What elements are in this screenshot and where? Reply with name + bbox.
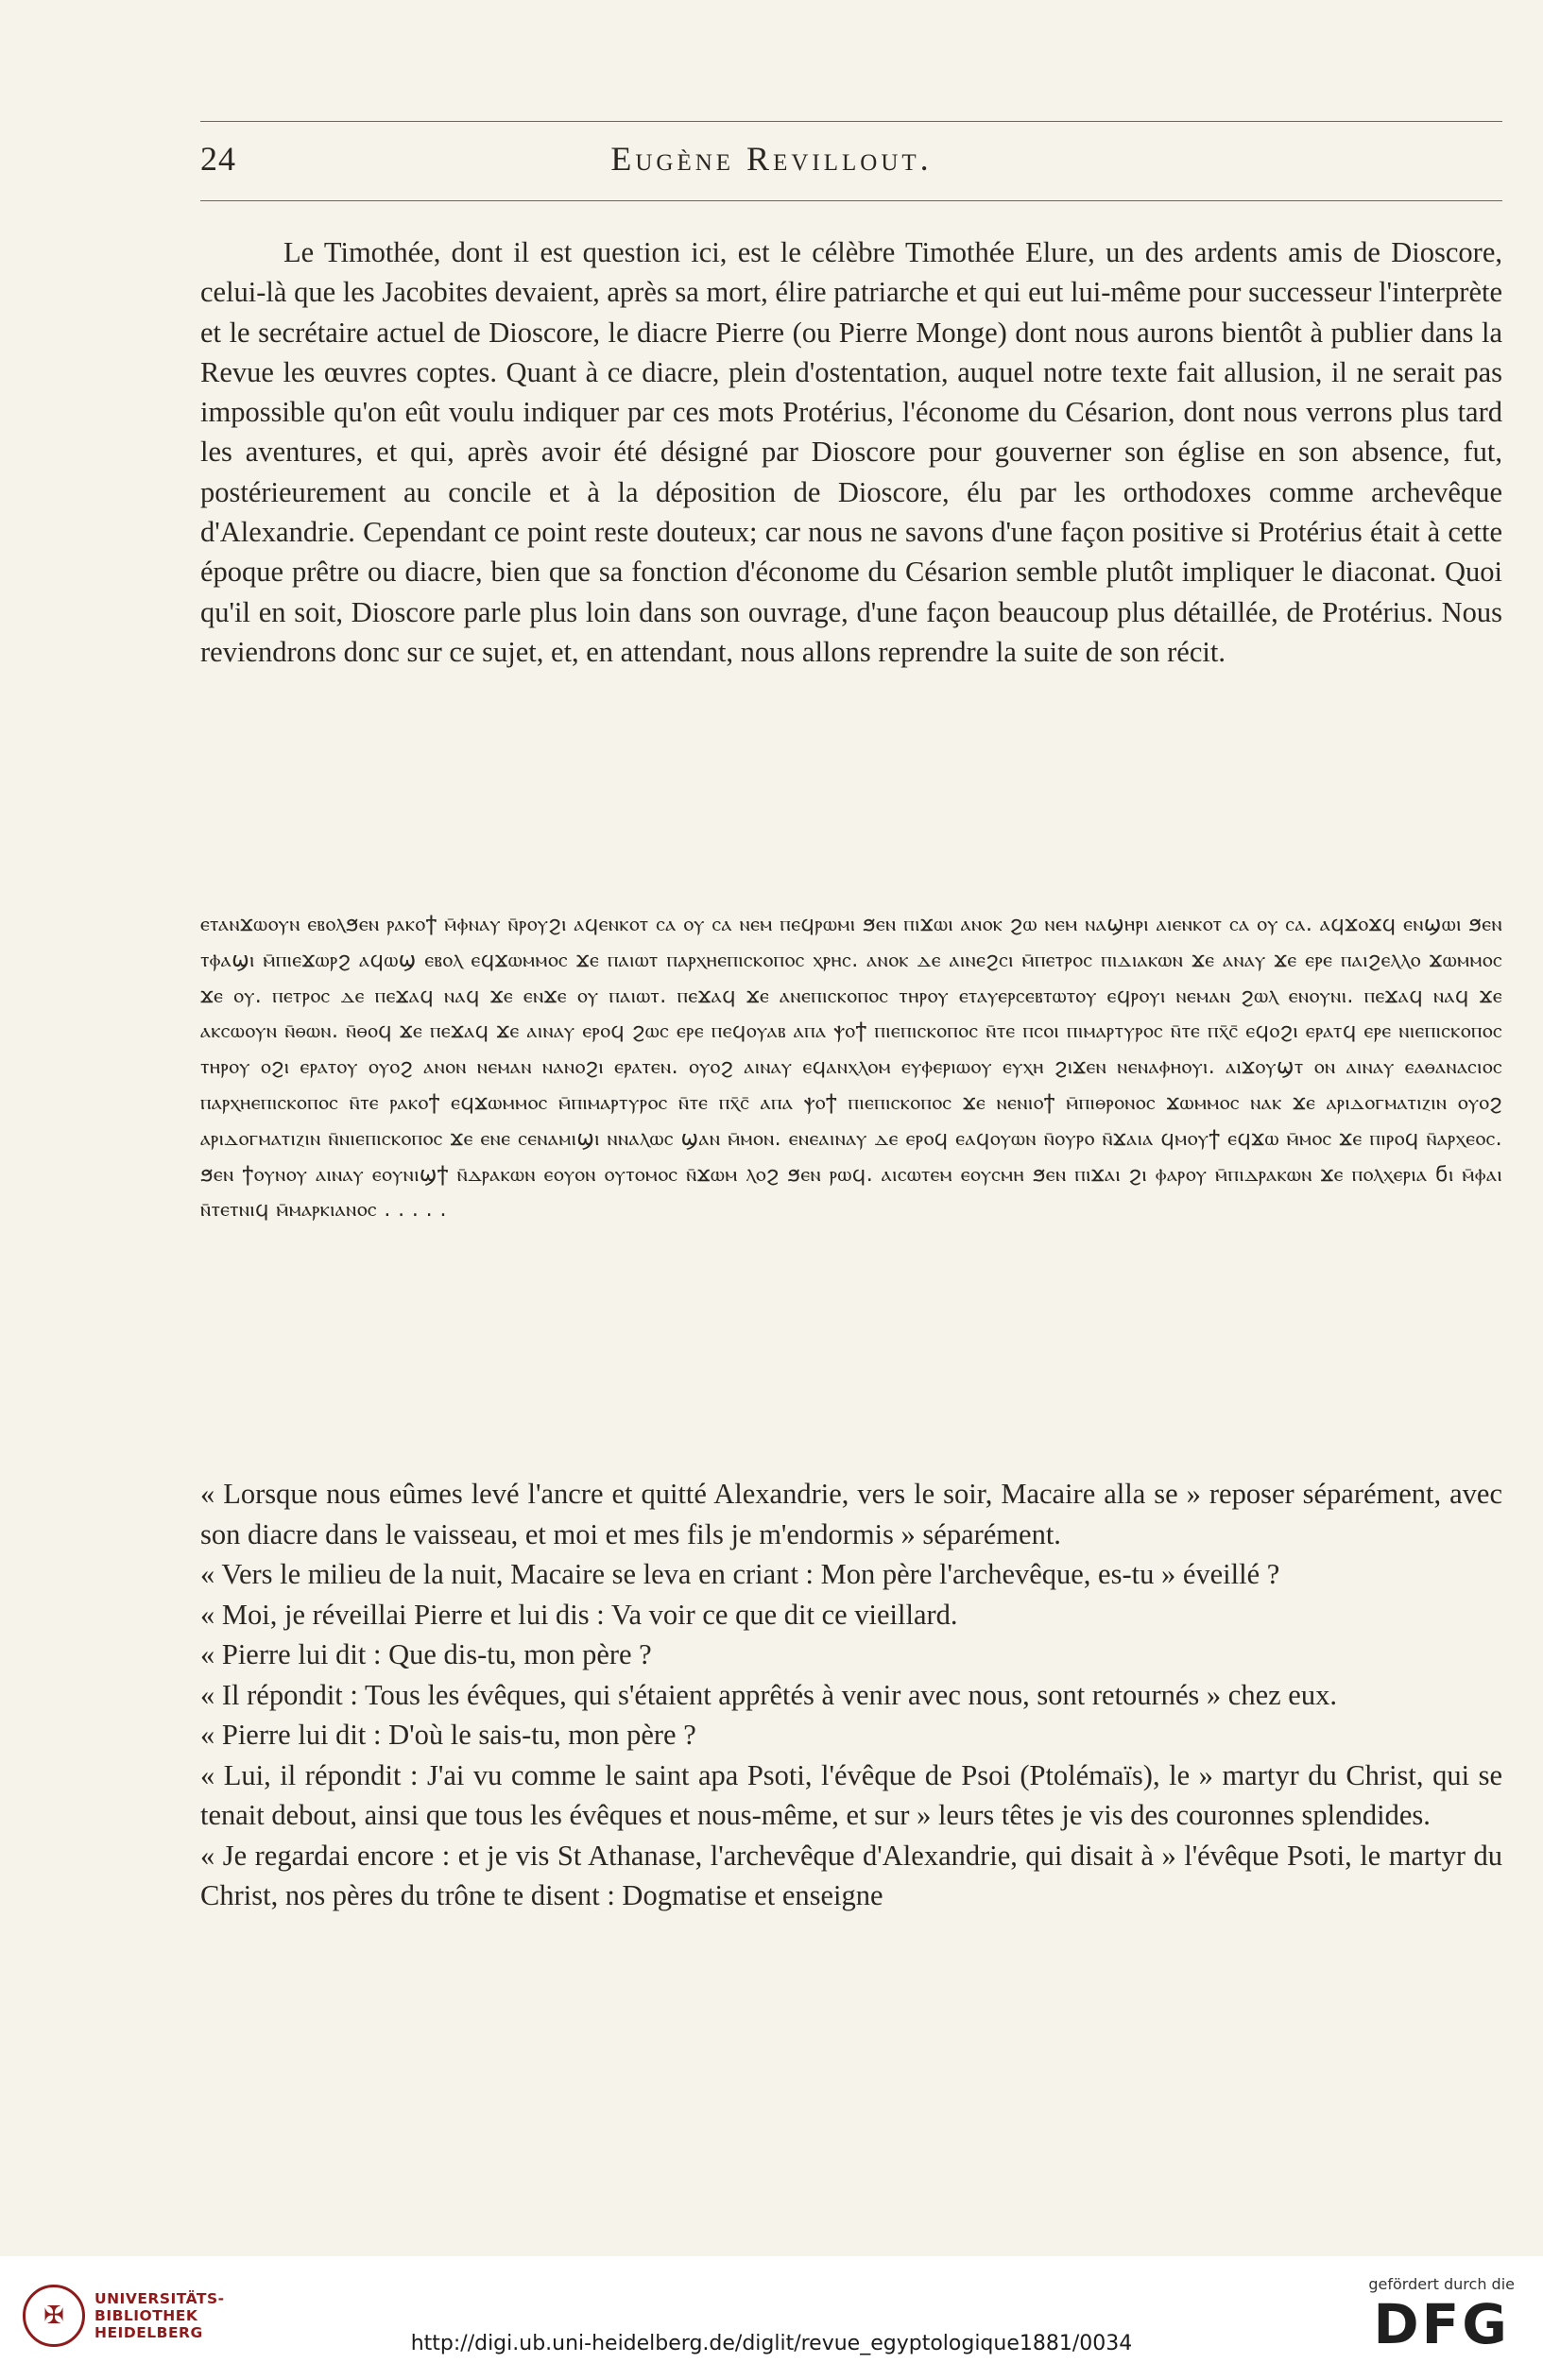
quote-paragraph: « Je regardai encore : et je vis St Athanase, l'archevêque d'Alexandrie, qui disait à » l'évêque Psoti, le martyr du Christ, nos pères du trône te disent : Dogmatise et enseigne	[200, 1839, 1502, 1911]
permalink-url[interactable]: http://digi.ub.uni-heidelberg.de/diglit/revue_egyptologique1881/0034	[410, 2332, 1133, 2355]
page-number: 24	[200, 140, 236, 178]
top-rule	[200, 121, 1502, 122]
viewer-footer	[0, 2256, 1543, 2380]
quote-paragraph: « Il répondit : Tous les évêques, qui s'étaient apprêtés à venir avec nous, sont retournés » chez eux.	[200, 1678, 1337, 1711]
university-seal-icon: ✠	[23, 2285, 85, 2347]
quote-paragraph: « Moi, je réveillai Pierre et lui dis : Va voir ce que dit ce vieillard.	[200, 1598, 958, 1631]
quote-paragraph: « Lorsque nous eûmes levé l'ancre et quitté Alexandrie, vers le soir, Macaire alla se » reposer séparément, avec son diacre dans le vaisseau, et moi et mes fils je m'endormis » séparément.	[200, 1478, 1502, 1550]
quote-paragraph: « Lui, il répondit : J'ai vu comme le saint apa Psoti, l'évêque de Psoi (Ptolémaïs), le » martyr du Christ, qui se tenait debout, ainsi que tous les évêques et nous-même, et sur » leurs têtes je vis des couronnes splendides.	[200, 1758, 1502, 1831]
commentary-paragraph	[200, 232, 1502, 672]
quote-paragraph: « Vers le milieu de la nuit, Macaire se leva en criant : Mon père l'archevêque, es-tu » éveillé ?	[200, 1558, 1280, 1590]
quote-paragraph: « Pierre lui dit : Que dis-tu, mon père ?	[200, 1638, 652, 1670]
funding-note: gefördert durch die	[1368, 2275, 1515, 2293]
dfg-logo: DFG	[1373, 2292, 1510, 2356]
quote-paragraph: « Pierre lui dit : D'où le sais-tu, mon père ?	[200, 1719, 696, 1751]
coptic-passage: ⲉⲧⲁⲛϫⲱⲟⲩⲛ ⲉⲃⲟⲗϧⲉⲛ ⲣⲁⲕⲟϯ ⲙ̄ⲫⲛⲁⲩ ⲛ̄ⲣⲟⲩϩⲓ ⲁϥⲉⲛⲕⲟⲧ ⲥⲁ ⲟⲩ ⲥⲁ ⲛⲉⲙ ⲡⲉϥⲣⲱⲙⲓ ϧⲉⲛ ⲡⲓϫⲱⲓ ⲁⲛⲟⲕ ϩⲱ ⲛⲉⲙ ⲛⲁϣⲏⲣⲓ ⲁⲓⲉⲛⲕⲟⲧ ⲥⲁ ⲟⲩ ⲥⲁ. ⲁϥϫⲟϫϥ ⲉⲛϣⲱⲓ ϧⲉⲛ ⲧⲫⲁϣⲓ ⲙ̄ⲡⲓⲉϫⲱⲣϩ ⲁϥⲱϣ ⲉⲃⲟⲗ ⲉϥϫⲱⲙⲙⲟⲥ ϫⲉ ⲡⲁⲓⲱⲧ ⲡⲁⲣⲭⲏⲉⲡⲓⲥⲕⲟⲡⲟⲥ ⲭⲣⲏⲥ. ⲁⲛⲟⲕ ⲇⲉ ⲁⲓⲛⲉϩⲥⲓ ⲙ̄ⲡⲉⲧⲣⲟⲥ ⲡⲓⲇⲓⲁⲕⲱⲛ ϫⲉ ⲁⲛⲁⲩ ϫⲉ ⲉⲣⲉ ⲡⲁⲓϩⲉⲗⲗⲟ ϫⲱⲙⲙⲟⲥ ϫⲉ ⲟⲩ. ⲡⲉⲧⲣⲟⲥ ⲇⲉ ⲡⲉϫⲁϥ ⲛⲁϥ ϫⲉ ⲉⲛϫⲉ ⲟⲩ ⲡⲁⲓⲱⲧ. ⲡⲉϫⲁϥ ϫⲉ ⲁⲛⲉⲡⲓⲥⲕⲟⲡⲟⲥ ⲧⲏⲣⲟⲩ ⲉⲧⲁⲩⲉⲣⲥⲉⲃⲧⲱⲧⲟⲩ ⲉϥⲣⲟⲩⲓ ⲛⲉⲙⲁⲛ ϩⲱⲗ ⲉⲛⲟⲩⲛⲓ. ⲡⲉϫⲁϥ ⲛⲁϥ ϫⲉ ⲁⲕⲥⲱⲟⲩⲛ ⲛ̄ⲑⲱⲛ. ⲛ̄ⲑⲟϥ ϫⲉ ⲡⲉϫⲁϥ ϫⲉ ⲁⲓⲛⲁⲩ ⲉⲣⲟϥ ϩⲱⲥ ⲉⲣⲉ ⲡⲉϥⲟⲩⲁⲃ ⲁⲡⲁ ⲯⲟϯ ⲡⲓⲉⲡⲓⲥⲕⲟⲡⲟⲥ ⲛ̄ⲧⲉ ⲡⲥⲟⲓ ⲡⲓⲙⲁⲣⲧⲩⲣⲟⲥ ⲛ̄ⲧⲉ ⲡⲭ̄ⲥ̄ ⲉϥⲟϩⲓ ⲉⲣⲁⲧϥ ⲉⲣⲉ ⲛⲓⲉⲡⲓⲥⲕⲟⲡⲟⲥ ⲧⲏⲣⲟⲩ ⲟϩⲓ ⲉⲣⲁⲧⲟⲩ ⲟⲩⲟϩ ⲁⲛⲟⲛ ⲛⲉⲙⲁⲛ ⲛⲁⲛⲟϩⲓ ⲉⲣⲁⲧⲉⲛ. ⲟⲩⲟϩ ⲁⲓⲛⲁⲩ ⲉϥⲁⲛⲭⲗⲟⲙ ⲉⲩⲫⲉⲣⲓⲱⲟⲩ ⲉⲩⲭⲏ ϩⲓϫⲉⲛ ⲛⲉⲛⲁⲫⲏⲟⲩⲓ. ⲁⲓϫⲟⲩϣⲧ ⲟⲛ ⲁⲓⲛⲁⲩ ⲉⲁⲑⲁⲛⲁⲥⲓⲟⲥ ⲡⲁⲣⲭⲏⲉⲡⲓⲥⲕⲟⲡⲟⲥ ⲛ̄ⲧⲉ ⲣⲁⲕⲟϯ ⲉϥϫⲱⲙⲙⲟⲥ ⲙ̄ⲡⲓⲙⲁⲣⲧⲩⲣⲟⲥ ⲛ̄ⲧⲉ ⲡⲭ̄ⲥ̄ ⲁⲡⲁ ⲯⲟϯ ⲡⲓⲉⲡⲓⲥⲕⲟⲡⲟⲥ ϫⲉ ⲛⲉⲛⲓⲟϯ ⲙ̄ⲡⲓⲑⲣⲟⲛⲟⲥ ϫⲱⲙⲙⲟⲥ ⲛⲁⲕ ϫⲉ ⲁⲣⲓⲇⲟⲅⲙⲁⲧⲓⲍⲓⲛ ⲟⲩⲟϩ ⲁⲣⲓⲇⲟⲅⲙⲁⲧⲓⲍⲓⲛ ⲛ̄ⲛⲓⲉⲡⲓⲥⲕⲟⲡⲟⲥ ϫⲉ ⲉⲛⲉ ⲥⲉⲛⲁⲙⲓϣⲓ ⲛⲛⲁⲗⲱⲥ ϣⲁⲛ ⲙ̄ⲙⲟⲛ. ⲉⲛⲉⲁⲓⲛⲁⲩ ⲇⲉ ⲉⲣⲟϥ ⲉⲁϥⲟⲩⲱⲛ ⲛ̄ⲟⲩⲣⲟ ⲛ̄ϫⲁⲓⲁ ϥⲙⲟⲩϯ ⲉϥϫⲱ ⲙ̄ⲙⲟⲥ ϫⲉ ⲡⲓⲣⲟϥ ⲛ̄ⲁⲣⲭⲉⲟⲥ. ϧⲉⲛ ϯⲟⲩⲛⲟⲩ ⲁⲓⲛⲁⲩ ⲉⲟⲩⲛⲓϣϯ ⲛ̄ⲇⲣⲁⲕⲱⲛ ⲉⲟⲩⲟⲛ ⲟⲩⲧⲟⲙⲟⲥ ⲛ̄ϫⲱⲙ ⲗⲟϩ ϧⲉⲛ ⲣⲱϥ. ⲁⲓⲥⲱⲧⲉⲙ ⲉⲟⲩⲥⲙⲏ ϧⲉⲛ ⲡⲓϫⲁⲓ ϩⲓ ⲫⲁⲣⲟⲩ ⲙ̄ⲡⲓⲇⲣⲁⲕⲱⲛ ϫⲉ ⲡⲟⲗⲭⲉⲣⲓⲁ ϭⲓ ⲙ̄ⲫⲁⲓ ⲛ̄ⲧⲉⲧⲛⲓϥ ⲙ̄ⲙⲁⲣⲕⲓⲁⲛⲟⲥ . . . . .	[200, 913, 1502, 1223]
running-head-author: Eugène Revillout.	[610, 140, 933, 178]
commentary-text: Le Timothée, dont il est question ici, est le célèbre Timothée Elure, un des ardents amis de Dioscore, celui-là que les Jacobites devaient, après sa mort, élire patriarche et qui eut lui-même pour successeur l'interprète et le secrétaire actuel de Dioscore, le diacre Pierre (ou Pierre Monge) dont nous aurons bientôt à publier dans la Revue les œuvres coptes. Quant à ce diacre, plein d'ostentation, auquel notre texte fait allusion, il ne serait pas impossible qu'on eût voulu indiquer par ces mots Protérius, l'économe du Césarion, dont nous verrons plus tard les aventures, et qui, après avoir été désigné par Dioscore pour gouverner son église en son absence, fut, postérieurement au concile et à la déposition de Dioscore, élu par les orthodoxes comme archevêque d'Alexandrie. Cependant ce point reste douteux; car nous ne savons d'une façon positive si Protérius était à cette époque prêtre ou diacre, bien que sa fonction d'économe du Césarion semble plutôt impliquer le diaconat. Quoi qu'il en soit, Dioscore parle plus loin dans son ouvrage, d'une façon beaucoup plus détaillée, de Protérius. Nous reviendrons donc sur ce sujet, et, en attendant, nous allons reprendre la suite de son récit.	[200, 236, 1502, 668]
library-name: UNIVERSITÄTS- BIBLIOTHEK HEIDELBERG	[94, 2290, 225, 2341]
header-rule	[200, 200, 1502, 201]
dfg-credit	[1368, 2275, 1515, 2355]
french-translation	[200, 1474, 1502, 1916]
running-head	[0, 139, 1543, 179]
